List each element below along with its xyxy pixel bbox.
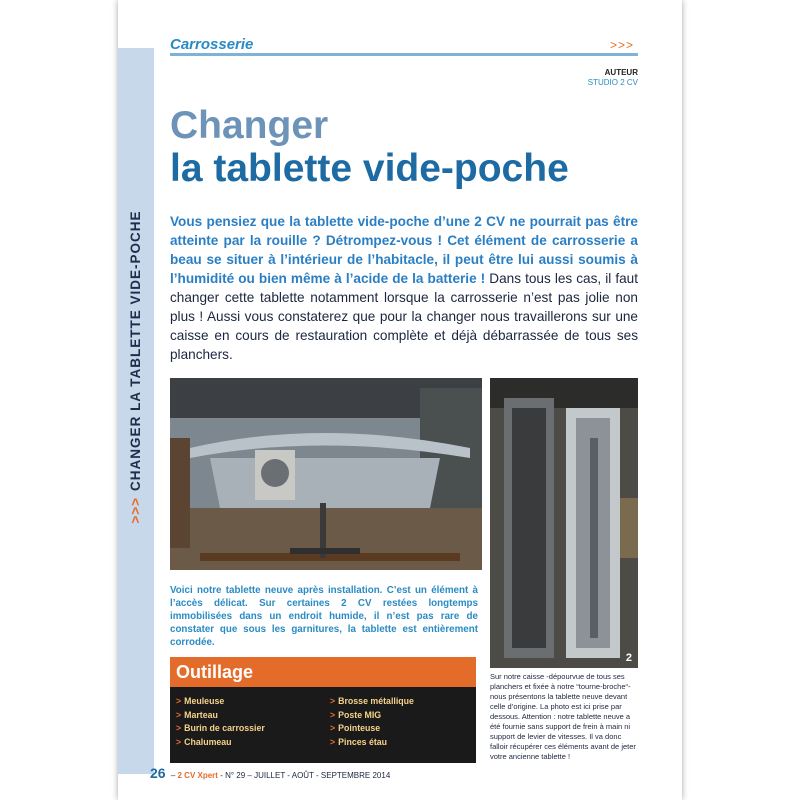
magazine-brand: 2 CV Xpert [177, 771, 218, 780]
photo-tablette-devant-origine [490, 378, 638, 668]
tool-item: > Burin de carrossier [176, 723, 265, 733]
issue-info: - N° 29 – JUILLET - AOÛT - SEPTEMBRE 2014 [220, 771, 391, 780]
rubric-divider [170, 53, 638, 56]
photo-number: 2 [625, 652, 632, 664]
footer-dash: – [170, 771, 176, 780]
author-value: STUDIO 2 CV [587, 78, 638, 87]
intro-paragraph [170, 212, 638, 364]
intro-lead: Vous pensiez que la tablette vide-poche d’une 2 CV ne pourrait pas être atteinte par la rouille ? Détrompez-vous ! Cet élément de carrosserie a beau se situer à l’intérieur de l’habitacle, il peut être lui aussi soumis à l’humidité ou bien même à l’acide de la batterie ! [170, 214, 638, 286]
outillage-title: Outillage [170, 657, 476, 687]
page-number: 26 [150, 765, 166, 781]
title-line-2: la tablette vide-poche [170, 147, 569, 190]
rubric-arrows: >>> [610, 38, 635, 52]
section-rubric: Carrosserie [170, 36, 254, 53]
outillage-column-1 [176, 695, 326, 749]
title-line-1: Changer [170, 104, 329, 147]
tool-item: > Poste MIG [330, 709, 382, 720]
caption-photo-2: Sur notre caisse -dépourvue de tous ses planchers et fixée à notre “tourne-broche“- nous présentons la tablette neuve devant celle d’origine. La photo est ici prise par dessous. Attention : notre tablette neuve a été fournie sans support de frein à main ni support de levier de vitesses. Il va donc falloir récupérer ces éléments avant de jeter votre ancienne tablette ! [490, 672, 636, 761]
caption-photo-1: Voici notre tablette neuve après installation. C’est un élément à l’accès délicat. Sur certaines 2 CV restées longtemps immobilisées dans un endroit humide, il n’est pas rare de constater que sous les garnitures, la tablette est entièrement corrodée. [170, 585, 478, 648]
intro-body: Dans tous les cas, il faut changer cette tablette notamment lorsque la carrosserie n’est pas jolie non plus ! Aussi vous constaterez que pour la changer nous travaillerons sur une caisse en cours de restauration complète et déjà débarrassée de tous ses planchers. [170, 271, 638, 362]
garage-car-body-image [170, 378, 482, 570]
sidebar-text: CHANGER LA TABLETTE VIDE-POCHE [128, 210, 143, 491]
underside-panels-image [490, 378, 638, 668]
page-footer [150, 765, 390, 781]
tool-item: > Pointeuse [330, 723, 381, 733]
sidebar-arrows: >>> [128, 496, 143, 524]
outillage-column-2 [330, 695, 480, 749]
outillage-box [170, 657, 476, 763]
tool-item: > Pinces étau [330, 736, 388, 747]
sidebar-title [129, 57, 143, 677]
author-label: AUTEUR [604, 68, 638, 77]
tool-item: > Chalumeau [176, 736, 232, 747]
photo-tablette-installee [170, 378, 482, 570]
tool-item: > Marteau [176, 709, 218, 720]
tool-item: > Meuleuse [176, 696, 225, 706]
tool-item: > Brosse métallique [330, 696, 414, 706]
